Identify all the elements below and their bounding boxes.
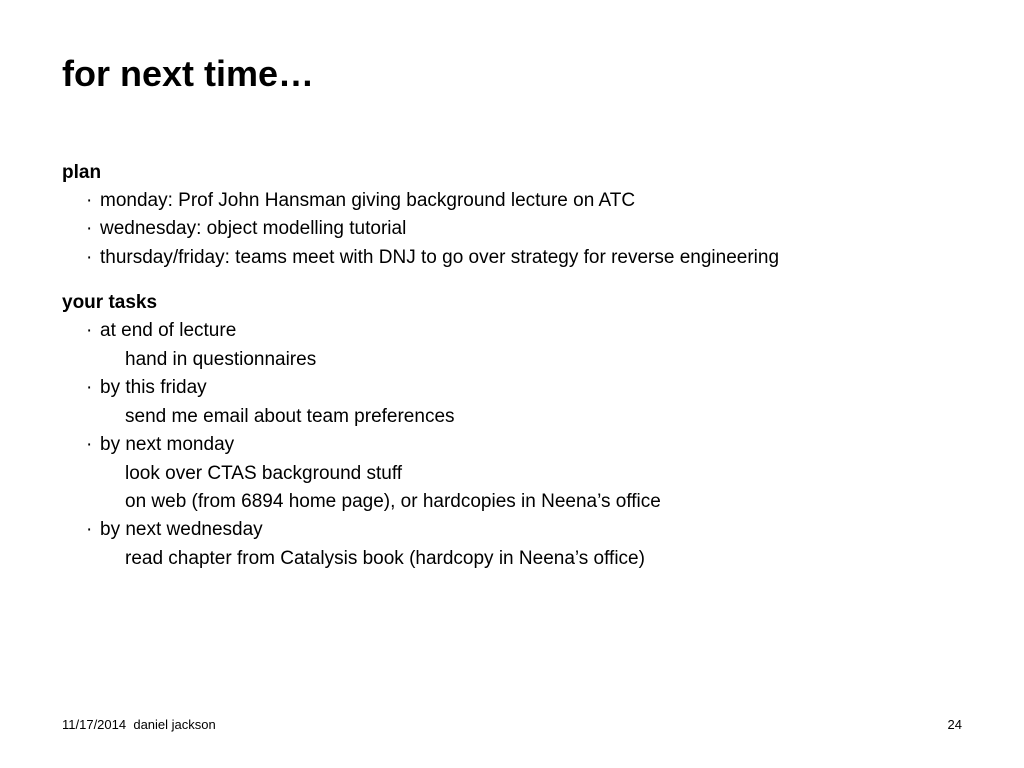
slide-title: for next time…: [62, 53, 315, 94]
bullet-dot-icon: ·: [86, 377, 93, 398]
task-detail: hand in questionnaires: [125, 349, 317, 370]
task-label: at end of lecture: [100, 320, 237, 341]
task-detail: look over CTAS background stuff: [125, 463, 403, 484]
task-detail: send me email about team preferences: [125, 406, 455, 427]
task-item: [86, 376, 207, 400]
bullet-dot-icon: ·: [86, 519, 93, 540]
task-item: [86, 518, 263, 542]
task-label: by next wednesday: [100, 519, 263, 540]
plan-item-text: wednesday: object modelling tutorial: [100, 218, 407, 239]
task-detail: on web (from 6894 home page), or hardcopies in Neena’s office: [125, 491, 661, 512]
footer-date: 11/17/2014: [62, 717, 127, 732]
task-item: [86, 433, 234, 457]
task-label: by this friday: [100, 377, 207, 398]
bullet-dot-icon: ·: [86, 247, 93, 268]
task-item: [86, 319, 236, 343]
bullet-dot-icon: ·: [86, 434, 93, 455]
task-label: by next monday: [100, 434, 235, 455]
bullet-dot-icon: ·: [86, 218, 93, 239]
bullet-dot-icon: ·: [86, 320, 93, 341]
plan-item-text: monday: Prof John Hansman giving background lecture on ATC: [100, 190, 636, 211]
plan-item-text: thursday/friday: teams meet with DNJ to go over strategy for reverse engineering: [100, 247, 780, 268]
tasks-heading: your tasks: [62, 292, 158, 313]
plan-heading: plan: [62, 162, 102, 183]
plan-item: [86, 189, 635, 213]
bullet-dot-icon: ·: [86, 190, 93, 211]
task-detail: read chapter from Catalysis book (hardcopy in Neena’s office): [125, 548, 645, 569]
footer-author: daniel jackson: [133, 717, 216, 732]
plan-item: [86, 246, 779, 270]
plan-item: [86, 217, 406, 241]
footer-info: [62, 717, 216, 733]
page-number: 24: [947, 717, 962, 732]
